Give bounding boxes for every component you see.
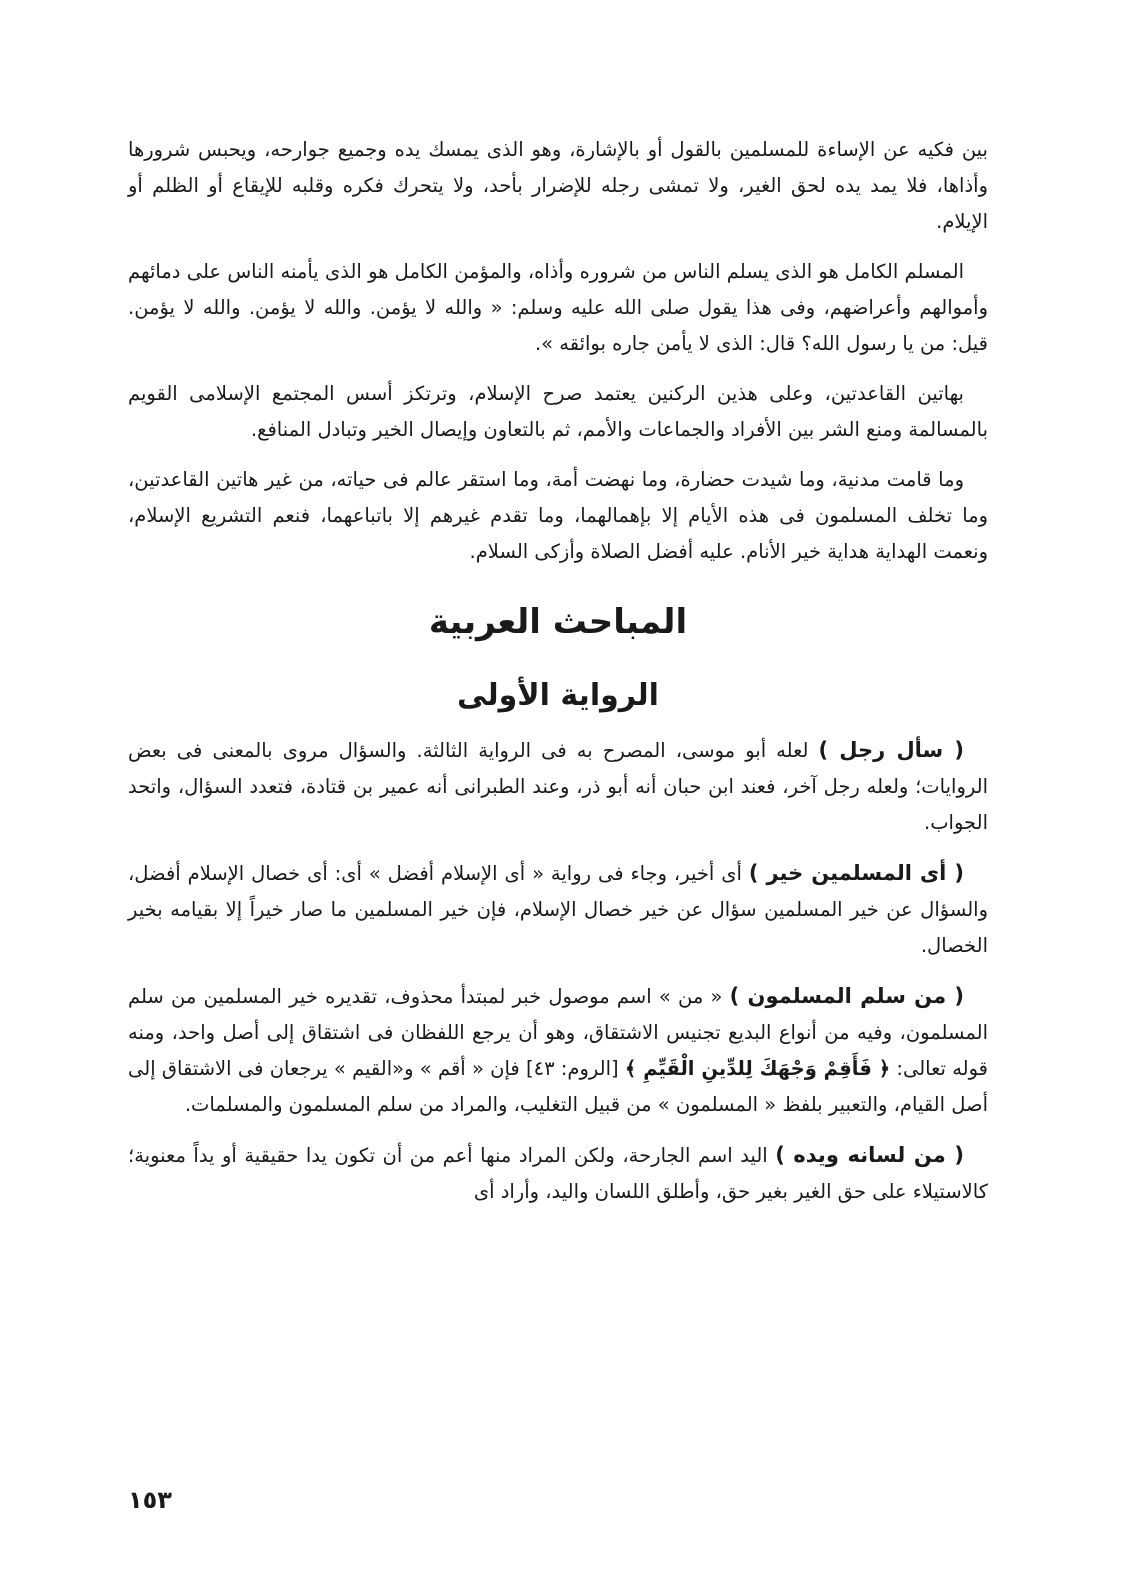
section-heading: المباحث العربية bbox=[428, 602, 688, 642]
entry-2 bbox=[128, 855, 988, 964]
paragraph-3: بهاتين القاعدتين، وعلى هذين الركنين يعتمد صرح الإسلام، وترتكز أسس المجتمع الإسلامى القويم بالمسالمة ومنع الشر بين الأفراد والجماعات والأمم، ثم بالتعاون وإيصال الخير وتبادل المنافع. bbox=[128, 382, 988, 441]
entry-3 bbox=[128, 978, 988, 1123]
entry-2-text: أى أخير، وجاء فى رواية « أى الإسلام أفضل » أى: أى خصال الإسلام أفضل، والسؤال عن خير المسلمين سؤال عن خير خصال الإسلام، فإن خير المسلمين ما صار خيراً إلا بقيامه بخير الخصال. bbox=[128, 862, 988, 957]
subsection-heading: الرواية الأولى bbox=[457, 678, 659, 713]
quran-verse: ﴿ فَأَقِمْ وَجْهَكَ لِلدِّينِ الْقَيِّمِ ﴾ bbox=[624, 1057, 891, 1080]
paragraph-4: وما قامت مدنية، وما شيدت حضارة، وما نهضت أمة، وما استقر عالم فى حياته، من غير هاتين القاعدتين، وما تخلف المسلمون فى هذه الأيام إلا بإهمالهما، وما تقدم غيرهم إلا باتباعهما، فنعم التشريع الإسلام، ونعمت الهداية هداية خير الأنام. عليه أفضل الصلاة وأزكى السلام. bbox=[128, 468, 988, 563]
entry-1-text: لعله أبو موسى، المصرح به فى الرواية الثالثة. والسؤال مروى بالمعنى فى بعض الروايات؛ ولعله رجل آخر، فعند ابن حبان أنه أبو ذر، وعند الطبرانى أنه عمير بن قتادة، فتعدد السؤال، واتحد الجواب. bbox=[128, 739, 988, 834]
entry-3-text-after: [الروم: ٤٣] فإن « أقم » و«القيم » يرجعان فى الاشتقاق إلى أصل القيام، والتعبير بلفظ « المسلمون » من قبيل التغليب، والمراد من سلم المسلمون والمسلمات. bbox=[128, 1057, 988, 1116]
entry-3-text: « من » اسم موصول خبر لمبتدأ محذوف، تقديره خير المسلمين من سلم المسلمون، وفيه من أنواع البديع تجنيس الاشتقاق، وهو أن يرجع اللفظان فى اشتقاق إلى أصل واحد، ومنه قوله تعالى: bbox=[128, 985, 988, 1080]
entry-1 bbox=[128, 732, 988, 841]
page-number: ١٥٣ bbox=[128, 1486, 172, 1514]
entry-4 bbox=[128, 1137, 988, 1210]
entry-1-term: ( سأل رجل ) bbox=[818, 738, 964, 762]
entry-3-term: ( من سلم المسلمون ) bbox=[729, 984, 964, 1008]
page-body bbox=[128, 132, 988, 1224]
entry-4-text: اليد اسم الجارحة، ولكن المراد منها أعم من أن تكون يدا حقيقية أو يداً معنوية؛ كالاستيلاء على حق الغير بغير حق، وأطلق اللسان واليد، وأراد أى bbox=[128, 1144, 988, 1203]
paragraph-1: بين فكيه عن الإساءة للمسلمين بالقول أو بالإشارة، وهو الذى يمسك يده وجميع جوارحه، ويحبس شرورها وأذاها، فلا يمد يده لحق الغير، ولا تمشى رجله للإضرار بأحد، ولا يتحرك فكره وقلبه للإيقاع أو الظلم أو الإيلام. bbox=[128, 138, 988, 233]
entry-2-term: ( أى المسلمين خير ) bbox=[748, 861, 964, 885]
paragraph-2: المسلم الكامل هو الذى يسلم الناس من شروره وأذاه، والمؤمن الكامل هو الذى يأمنه الناس على دمائهم وأموالهم وأعراضهم، وفى هذا يقول صلى الله عليه وسلم: « والله لا يؤمن. والله لا يؤمن. والله لا يؤمن. قيل: من يا رسول الله؟ قال: الذى لا يأمن جاره بوائقه ». bbox=[128, 260, 988, 355]
entry-4-term: ( من لسانه ويده ) bbox=[775, 1143, 964, 1167]
